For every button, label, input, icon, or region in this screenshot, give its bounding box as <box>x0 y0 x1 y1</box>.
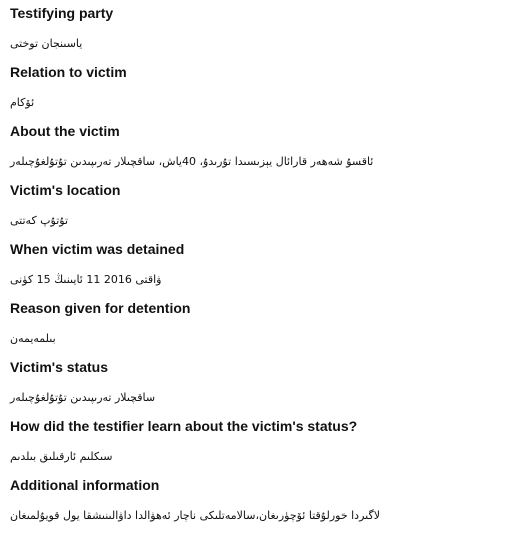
field-value: لاگىردا خورلۇقتا ئۆچۈرىغان،سالامەتلىكى ناچار ئەھۋالدا داۋالىنىشقا يول قويۇلمىغان <box>10 509 380 522</box>
field-label: About the victim <box>10 123 120 139</box>
field-label: When victim was detained <box>10 241 185 257</box>
field-value: ياسىنجان توختى <box>10 37 83 50</box>
field-label: How did the testifier learn about the victim's status? <box>10 418 358 434</box>
field-value: بىلمەيمەن <box>10 332 56 345</box>
field-relation-to-victim <box>10 63 515 111</box>
field-label: Victim's location <box>10 182 121 198</box>
field-label: Additional information <box>10 477 160 493</box>
field-when-detained <box>10 240 515 288</box>
field-label: Reason given for detention <box>10 300 191 316</box>
field-value: ئۆكام <box>10 96 35 109</box>
field-value: ساقچىلار تەرىپىدىن تۇتۇلغۇچىلەر <box>10 391 156 404</box>
field-value: تۇتۇپ كەتتى <box>10 214 69 227</box>
field-label: Relation to victim <box>10 64 127 80</box>
field-value: ئاقسۇ شەھەر قارائال يېزىسىدا تۇرىدۇ، 40ياش، ساقچىلار تەرىپىدىن تۇتۇلغۇچىلەر <box>10 155 374 168</box>
field-about-the-victim <box>10 122 515 170</box>
field-testifying-party <box>10 4 515 52</box>
field-additional-information <box>10 476 515 524</box>
field-value: سىكلىم ئارقىلىق بىلدىم <box>10 450 113 463</box>
field-value: ۋاقتى 2016 11 ئايىنىڭ 15 كۈنى <box>10 273 162 286</box>
field-victim-status <box>10 358 515 406</box>
field-label: Victim's status <box>10 359 108 375</box>
testimony-record <box>10 4 515 535</box>
field-label: Testifying party <box>10 5 114 21</box>
field-victim-location <box>10 181 515 229</box>
field-status-source <box>10 417 515 465</box>
field-detention-reason <box>10 299 515 347</box>
